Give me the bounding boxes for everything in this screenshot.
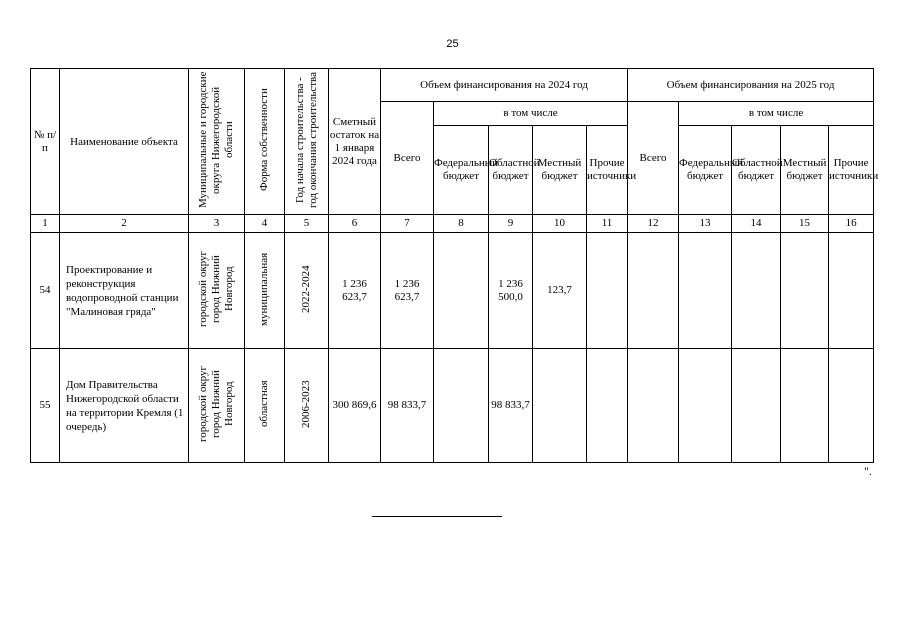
closing-mark: ".: [864, 464, 872, 478]
column-number: 14: [732, 215, 781, 233]
column-number: 15: [781, 215, 829, 233]
header-fin-2024: Объем финансирования на 2024 год: [381, 69, 628, 102]
header-fin-2025: Объем финансирования на 2025 год: [628, 69, 874, 102]
column-number: 9: [489, 215, 533, 233]
row-fed-2025: [679, 233, 732, 349]
row-mest-2024: [533, 349, 587, 463]
row-ostatok: 300 869,6: [329, 349, 381, 463]
row-obl-2025: [732, 349, 781, 463]
column-number: 5: [285, 215, 329, 233]
separator-line: [372, 516, 502, 517]
column-number: 16: [829, 215, 874, 233]
header-oblast-2025: Областной бюджет: [732, 126, 781, 215]
row-fed-2024: [434, 233, 489, 349]
table-row: [31, 233, 874, 349]
row-name: Дом Правительства Нижегородской области на территории Кремля (1 очередь): [60, 349, 189, 463]
row-fed-2025: [679, 349, 732, 463]
header-num: № п/п: [31, 69, 60, 215]
row-fed-2024: [434, 349, 489, 463]
header-oblast-2024: Областной бюджет: [489, 126, 533, 215]
column-number: 6: [329, 215, 381, 233]
column-number: 7: [381, 215, 434, 233]
row-okrug: городской округ город Нижний Новгород: [189, 233, 245, 349]
row-forma: муниципальная: [245, 233, 285, 349]
row-ostatok: 1 236 623,7: [329, 233, 381, 349]
row-name: Проектирование и реконструкция водопроводной станции "Малиновая гряда": [60, 233, 189, 349]
row-okrug: городской округ город Нижний Новгород: [189, 349, 245, 463]
header-federal-2024: Федеральный бюджет: [434, 126, 489, 215]
column-number: 3: [189, 215, 245, 233]
column-number: 2: [60, 215, 189, 233]
row-num: 55: [31, 349, 60, 463]
header-forma: Форма собственности: [245, 69, 285, 215]
row-years: 2022-2024: [285, 233, 329, 349]
header-v-tom-chisle-2024: в том числе: [434, 102, 628, 126]
header-mestny-2025: Местный бюджет: [781, 126, 829, 215]
column-number: 11: [587, 215, 628, 233]
header-v-tom-chisle-2025: в том числе: [679, 102, 874, 126]
row-vsego-2025: [628, 349, 679, 463]
row-forma: областная: [245, 349, 285, 463]
header-federal-2025: Федеральный бюджет: [679, 126, 732, 215]
column-number: 1: [31, 215, 60, 233]
column-number: 8: [434, 215, 489, 233]
row-proch-2025: [829, 349, 874, 463]
column-number: 10: [533, 215, 587, 233]
row-vsego-2025: [628, 233, 679, 349]
row-obl-2024: 1 236 500,0: [489, 233, 533, 349]
table-row: [31, 349, 874, 463]
page-number: 25: [446, 38, 459, 50]
header-ostatok: Сметный остаток на 1 января 2024 года: [329, 69, 381, 215]
row-mest-2025: [781, 233, 829, 349]
row-years: 2006-2023: [285, 349, 329, 463]
row-proch-2025: [829, 233, 874, 349]
header-prochie-2025: Прочие источники: [829, 126, 874, 215]
row-num: 54: [31, 233, 60, 349]
row-proch-2024: [587, 349, 628, 463]
column-number: 4: [245, 215, 285, 233]
row-obl-2025: [732, 233, 781, 349]
row-proch-2024: [587, 233, 628, 349]
row-vsego-2024: 1 236 623,7: [381, 233, 434, 349]
header-years: Год начала строительства - год окончания строительства: [285, 69, 329, 215]
header-name: Наименование объекта: [60, 69, 189, 215]
header-vsego-2025: Всего: [628, 102, 679, 215]
header-mestny-2024: Местный бюджет: [533, 126, 587, 215]
row-mest-2024: 123,7: [533, 233, 587, 349]
row-mest-2025: [781, 349, 829, 463]
row-obl-2024: 98 833,7: [489, 349, 533, 463]
header-vsego-2024: Всего: [381, 102, 434, 215]
header-prochie-2024: Прочие источники: [587, 126, 628, 215]
financing-table: [30, 68, 879, 463]
header-okrug: Муниципальные и городские округа Нижегородской области: [189, 69, 245, 215]
column-number: 12: [628, 215, 679, 233]
column-number-row: [31, 215, 874, 233]
row-vsego-2024: 98 833,7: [381, 349, 434, 463]
column-number: 13: [679, 215, 732, 233]
